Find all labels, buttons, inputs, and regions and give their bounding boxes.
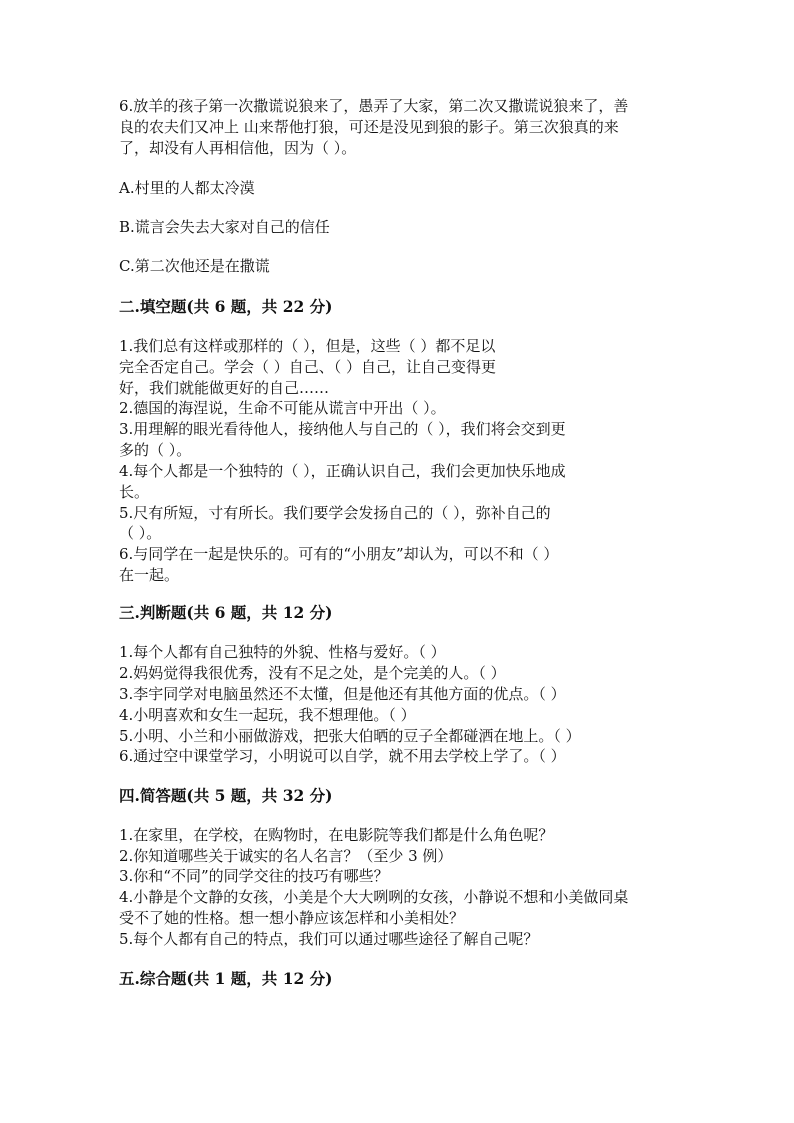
short-answer-line: 5.每个人都有自己的特点，我们可以通过哪些途径了解自己呢？ [119,930,539,948]
mc-q6-line3: 了，却没有人再相信他，因为（ ）。 [119,139,357,157]
short-answer-line: 2.你知道哪些关于诚实的名人名言？（至少 3 例） [119,847,453,865]
section-title-short-answer: 四.简答题(共 5 题，共 32 分) [119,786,333,805]
section-title-true-false: 三.判断题(共 6 题，共 12 分) [119,603,333,622]
fill-line: 2.德国的海涅说，生命不可能从谎言中开出（ ）。 [119,399,446,417]
fill-line: 好，我们就能做更好的自己…… [119,379,330,397]
judge-line: 3.李宇同学对电脑虽然还不太懂，但是他还有其他方面的优点。（ ） [119,685,566,703]
fill-line: 3.用理解的眼光看待他人，接纳他人与自己的（ ），我们将会交到更 [119,420,566,438]
fill-line: 4.每个人都是一个独特的（ ），正确认识自己，我们会更加快乐地成 [119,462,566,480]
mc-option-c: C.第二次他还是在撒谎 [119,257,270,275]
fill-line: 1.我们总有这样或那样的（ ），但是，这些（ ）都不足以 [119,337,496,355]
fill-line: 多的（ ）。 [119,441,192,459]
mc-option-b: B.谎言会失去大家对自己的信任 [119,218,330,236]
short-answer-line: 1.在家里，在学校，在购物时，在电影院等我们都是什么角色呢？ [119,826,554,844]
mc-q6-line1: 6.放羊的孩子第一次撒谎说狼来了，愚弄了大家，第二次又撒谎说狼来了，善 [119,97,629,115]
fill-line: 5.尺有所短，寸有所长。我们要学会发扬自己的（ ），弥补自己的 [119,504,551,522]
mc-q6-line2: 良的农夫们又冲上 山来帮他打狼，可还是没见到狼的影子。第三次狼真的来 [119,118,619,136]
judge-line: 2.妈妈觉得我很优秀，没有不足之处，是个完美的人。（ ） [119,664,506,682]
section-title-comprehensive: 五.综合题(共 1 题，共 12 分) [119,969,333,988]
fill-line: 完全否定自己。学会（ ）自己、（ ）自己，让自己变得更 [119,358,497,376]
fill-line: 在一起。 [119,566,180,584]
short-answer-line: 受不了她的性格。想一想小静应该怎样和小美相处？ [119,909,465,927]
judge-line: 1.每个人都有自己独特的外貌、性格与爱好。（ ） [119,643,446,661]
judge-line: 5.小明、小兰和小丽做游戏，把张大伯晒的豆子全都碰洒在地上。（ ） [119,727,581,745]
mc-option-a: A.村里的人都太冷漠 [119,179,255,197]
fill-line: 6.与同学在一起是快乐的。可有的“小朋友”却认为，可以不和（ ） [119,545,559,563]
judge-line: 4.小明喜欢和女生一起玩，我不想理他。（ ） [119,706,416,724]
fill-line: （ ）。 [119,524,162,542]
short-answer-line: 3.你和“不同”的同学交往的技巧有哪些？ [119,867,389,885]
judge-line: 6.通过空中课堂学习，小明说可以自学，就不用去学校上学了。（ ） [119,747,566,765]
short-answer-line: 4.小静是个文静的女孩，小美是个大大咧咧的女孩，小静说不想和小美做同桌 [119,888,629,906]
section-title-fill-blank: 二.填空题(共 6 题，共 22 分) [119,297,333,316]
fill-line: 长。 [119,483,150,501]
